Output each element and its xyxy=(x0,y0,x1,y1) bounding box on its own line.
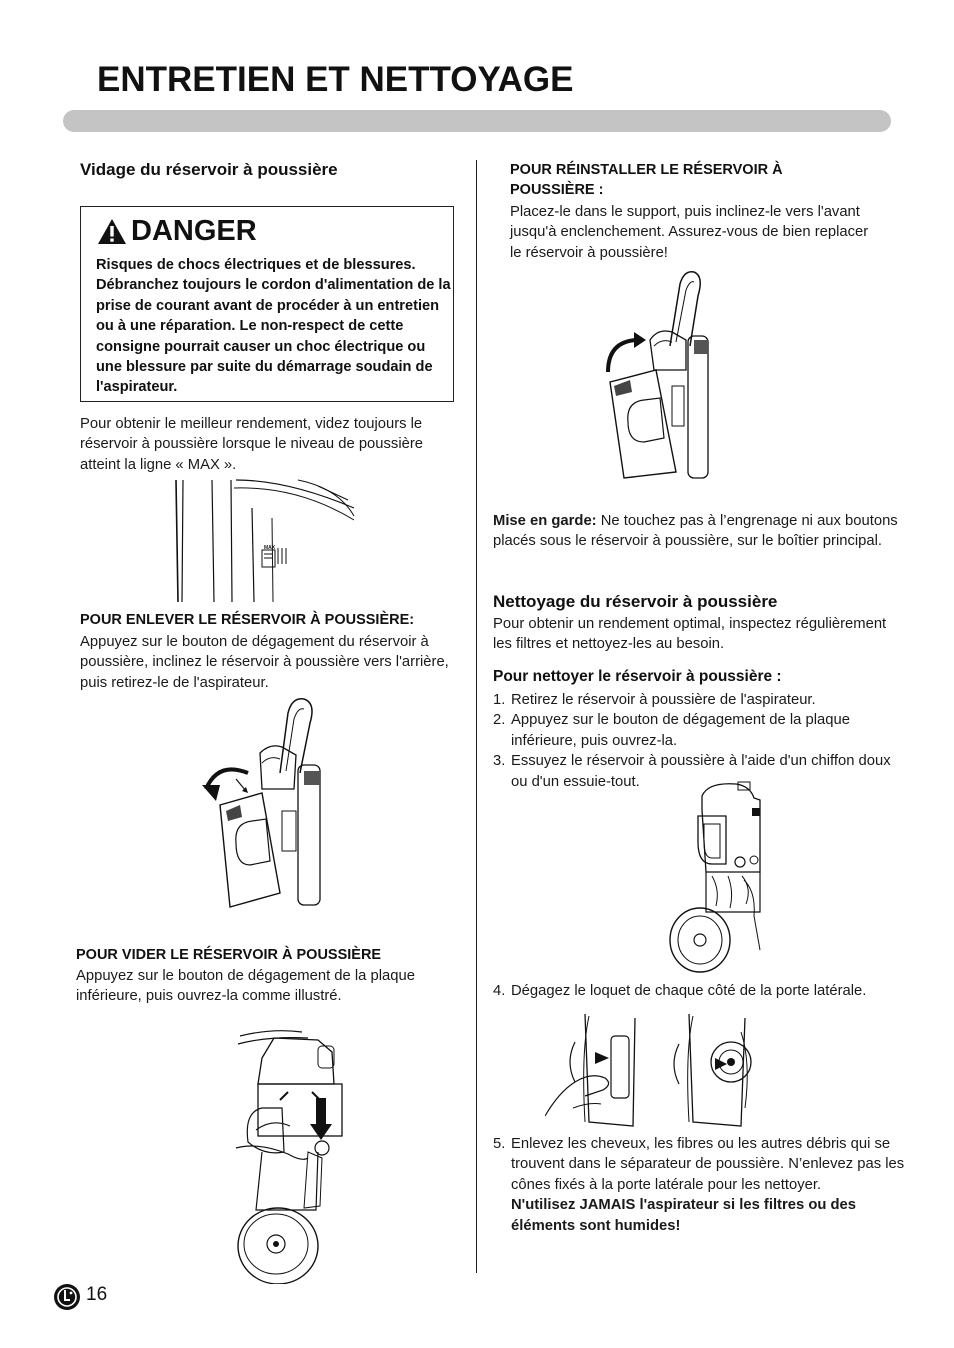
step-2: 2. Appuyez sur le bouton de dégagement de la plaque inférieure, puis ouvrez-la. xyxy=(493,712,850,749)
empty-text: Appuyez sur le bouton de dégagement de la plaque inférieure, puis ouvrez-la comme illustré. xyxy=(76,968,415,1005)
procedure-step-5 xyxy=(493,1134,913,1236)
page-title: ENTRETIEN ET NETTOYAGE xyxy=(97,60,574,99)
remove-text: Appuyez sur le bouton de dégagement du réservoir à poussière, inclinez le réservoir à poussière vers l'arrière, puis retirez-le de l'aspirateur. xyxy=(80,634,449,691)
reinstall-heading: POUR RÉINSTALLER LE RÉSERVOIR À POUSSIÈRE : xyxy=(510,162,783,198)
step-1: 1. Retirez le réservoir à poussière de l'aspirateur. xyxy=(493,692,816,708)
cleaning-title: Nettoyage du réservoir à poussière xyxy=(493,592,778,611)
procedure-heading: Pour nettoyer le réservoir à poussière : xyxy=(493,668,782,685)
lg-logo xyxy=(53,1283,81,1316)
step-5: 5. Enlevez les cheveux, les fibres ou les autres débris qui se trouvent dans le séparateur de poussière. N’enlevez pas les cônes fixés à la porte latérale pour les nettoyer. N'utilisez JAMAIS l'aspirateur si les filtres ou des éléments sont humides! xyxy=(493,1136,905,1234)
step-5-warning: N'utilisez JAMAIS l'aspirateur si les filtres ou des éléments sont humides! xyxy=(511,1197,857,1234)
caution-label: Mise en garde: xyxy=(493,513,597,529)
empty-tank-figure xyxy=(232,1022,352,1284)
intro-text: Pour obtenir le meilleur rendement, videz toujours le réservoir à poussière lorsque le niveau de poussière atteint la ligne « MAX ». xyxy=(80,416,423,473)
procedure-steps-1-3 xyxy=(493,690,908,792)
remove-tank-figure xyxy=(200,693,340,909)
procedure-step-4 xyxy=(493,981,913,1001)
danger-heading xyxy=(97,215,257,248)
danger-text: Risques de chocs électriques et de blessures. Débranchez toujours le cordon d'alimentation de la prise de courant avant de procéder à un entretien ou à une réparation. Le non-respect de cette consigne pourrait causer un choc électrique ou une blessure par suite du démarrage soudain de l'aspirateur. xyxy=(96,257,451,396)
max-label: MAX xyxy=(264,545,276,551)
step-3: 3. Essuyez le réservoir à poussière à l'aide d'un chiffon doux ou d'un essuie-tout. xyxy=(493,753,891,790)
open-plate-figure xyxy=(668,780,768,975)
caution-body: Ne touchez pas à l’engrenage ni aux boutons placés sous le réservoir à poussière, sur le boîtier principal. xyxy=(493,513,898,550)
step-4: 4. Dégagez le loquet de chaque côté de la porte latérale. xyxy=(493,983,867,999)
danger-title: DANGER xyxy=(131,215,257,247)
header-bar xyxy=(63,110,891,132)
column-divider xyxy=(476,160,477,1273)
remove-heading: POUR ENLEVER LE RÉSERVOIR À POUSSIÈRE: xyxy=(80,612,415,628)
max-line-figure xyxy=(168,478,358,603)
reinstall-text: Placez-le dans le support, puis inclinez-le vers l'avant jusqu'à enclenchement. Assurez-vous de bien replacer le réservoir à poussière! xyxy=(510,204,869,261)
reinstall-tank-figure xyxy=(600,266,718,482)
lg-logo-icon xyxy=(53,1283,81,1311)
section-title-emptying: Vidage du réservoir à poussière xyxy=(80,160,338,179)
caution-text xyxy=(493,511,903,552)
page-number: 16 xyxy=(86,1284,108,1305)
empty-heading: POUR VIDER LE RÉSERVOIR À POUSSIÈRE xyxy=(76,947,382,963)
danger-box xyxy=(80,206,454,402)
cleaning-text: Pour obtenir un rendement optimal, inspectez régulièrement les filtres et nettoyez-les au besoin. xyxy=(493,616,887,653)
side-door-figure xyxy=(545,1012,757,1130)
warning-triangle-icon xyxy=(97,218,127,245)
